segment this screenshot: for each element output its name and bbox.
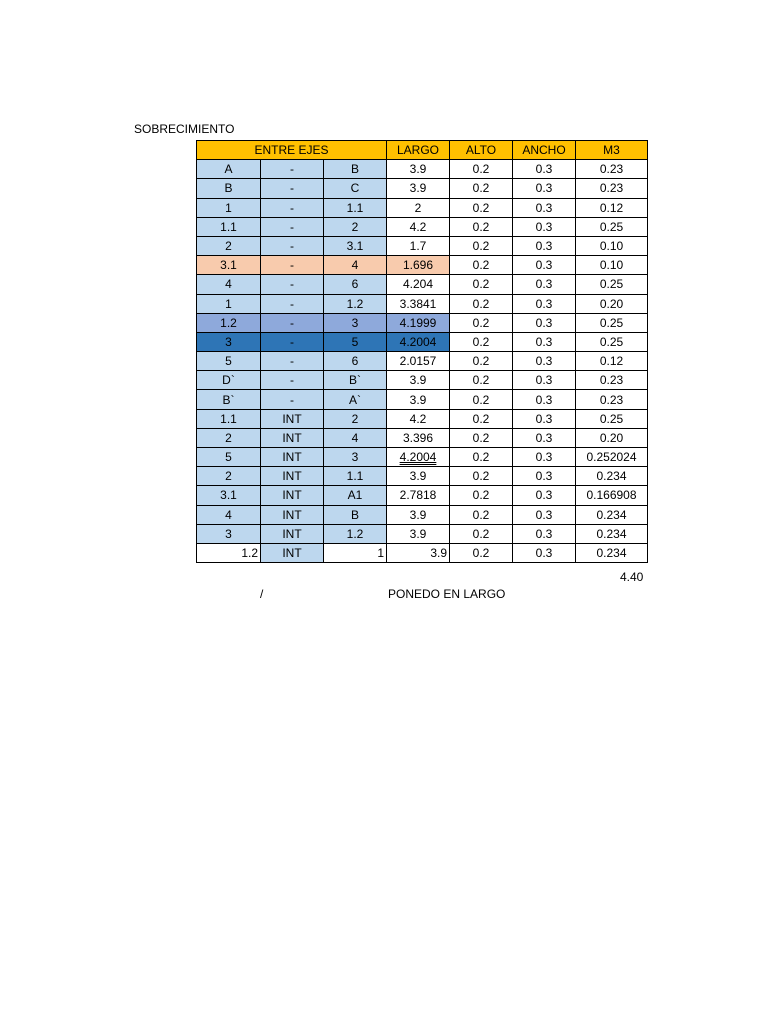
cell-m3[interactable]: 0.25 (576, 313, 648, 332)
table-row (197, 352, 648, 371)
cell-m3[interactable]: 0.25 (576, 332, 648, 351)
cell-ancho[interactable]: 0.3 (513, 198, 576, 217)
cell-alto[interactable]: 0.2 (450, 160, 513, 179)
cell-alto[interactable]: 0.2 (450, 524, 513, 543)
cell-sep[interactable]: INT (261, 543, 324, 562)
table-row (197, 448, 648, 467)
cell-ancho[interactable]: 0.3 (513, 505, 576, 524)
cell-eje-b[interactable]: 1.2 (324, 294, 387, 313)
cell-ancho[interactable]: 0.3 (513, 467, 576, 486)
cell-eje-b[interactable]: B (324, 160, 387, 179)
cell-ancho[interactable]: 0.3 (513, 390, 576, 409)
cell-eje-a[interactable]: 4 (197, 275, 261, 294)
table-row (197, 198, 648, 217)
header-m3[interactable]: M3 (576, 141, 648, 160)
cell-m3[interactable]: 0.12 (576, 352, 648, 371)
cell-sep[interactable]: INT (261, 448, 324, 467)
cell-eje-b[interactable]: 3.1 (324, 236, 387, 255)
cell-sep[interactable]: INT (261, 428, 324, 447)
table-row (197, 543, 648, 562)
cell-sep[interactable]: - (261, 352, 324, 371)
cell-largo[interactable]: 3.9 (387, 390, 450, 409)
cell-sep[interactable]: - (261, 160, 324, 179)
cell-largo[interactable]: 3.9 (387, 160, 450, 179)
cell-m3[interactable]: 0.10 (576, 236, 648, 255)
cell-largo[interactable]: 3.9 (387, 524, 450, 543)
cell-eje-a[interactable]: B (197, 179, 261, 198)
cell-m3[interactable]: 0.12 (576, 198, 648, 217)
cell-m3[interactable]: 0.10 (576, 256, 648, 275)
cell-eje-a[interactable]: 1.1 (197, 217, 261, 236)
cell-eje-a[interactable]: 1.2 (197, 543, 261, 562)
cell-sep[interactable]: - (261, 313, 324, 332)
cell-eje-b[interactable]: 6 (324, 275, 387, 294)
cell-eje-a[interactable]: D` (197, 371, 261, 390)
cell-eje-b[interactable]: 4 (324, 256, 387, 275)
cell-ancho[interactable]: 0.3 (513, 371, 576, 390)
cell-m3[interactable]: 0.234 (576, 467, 648, 486)
header-row (197, 141, 648, 160)
table-row (197, 256, 648, 275)
cell-alto[interactable]: 0.2 (450, 428, 513, 447)
cell-largo[interactable]: 3.3841 (387, 294, 450, 313)
cell-eje-b[interactable]: 2 (324, 217, 387, 236)
cell-alto[interactable]: 0.2 (450, 409, 513, 428)
table-row (197, 179, 648, 198)
cell-eje-a[interactable]: 3 (197, 524, 261, 543)
cell-alto[interactable]: 0.2 (450, 275, 513, 294)
cell-eje-a[interactable]: A (197, 160, 261, 179)
cell-sep[interactable]: - (261, 371, 324, 390)
cell-alto[interactable]: 0.2 (450, 543, 513, 562)
cell-sep[interactable]: INT (261, 409, 324, 428)
cell-ancho[interactable]: 0.3 (513, 294, 576, 313)
table-row (197, 467, 648, 486)
cell-m3[interactable]: 0.252024 (576, 448, 648, 467)
cell-alto[interactable]: 0.2 (450, 217, 513, 236)
cell-sep[interactable]: - (261, 256, 324, 275)
table-row (197, 486, 648, 505)
cell-eje-a[interactable]: 2 (197, 236, 261, 255)
table-row (197, 313, 648, 332)
header-ancho[interactable]: ANCHO (513, 141, 576, 160)
table-row (197, 371, 648, 390)
cell-m3[interactable]: 0.23 (576, 371, 648, 390)
cell-alto[interactable]: 0.2 (450, 332, 513, 351)
cell-largo[interactable]: 4.1999 (387, 313, 450, 332)
cell-eje-b[interactable]: 1.1 (324, 467, 387, 486)
cell-alto[interactable]: 0.2 (450, 236, 513, 255)
table-row (197, 332, 648, 351)
cell-sep[interactable]: - (261, 198, 324, 217)
cell-ancho[interactable]: 0.3 (513, 352, 576, 371)
cell-eje-a[interactable]: 3 (197, 332, 261, 351)
cell-largo[interactable] (387, 448, 450, 467)
cell-eje-b[interactable]: 1.2 (324, 524, 387, 543)
cell-alto[interactable]: 0.2 (450, 505, 513, 524)
cell-ancho[interactable]: 0.3 (513, 486, 576, 505)
table-row (197, 505, 648, 524)
table-row (197, 275, 648, 294)
cell-sep[interactable]: - (261, 275, 324, 294)
cell-m3[interactable]: 0.234 (576, 505, 648, 524)
cell-m3[interactable]: 0.25 (576, 217, 648, 236)
cell-m3[interactable]: 0.23 (576, 179, 648, 198)
cell-eje-b[interactable]: 3 (324, 448, 387, 467)
cell-sep[interactable]: - (261, 294, 324, 313)
cell-alto[interactable]: 0.2 (450, 467, 513, 486)
cell-eje-b[interactable]: 5 (324, 332, 387, 351)
table-row (197, 428, 648, 447)
cell-largo[interactable]: 3.9 (387, 543, 450, 562)
cell-ancho[interactable]: 0.3 (513, 428, 576, 447)
cell-largo[interactable]: 4.2 (387, 409, 450, 428)
table-row (197, 390, 648, 409)
cell-alto[interactable]: 0.2 (450, 486, 513, 505)
table-row (197, 409, 648, 428)
cell-eje-a[interactable]: 3.1 (197, 256, 261, 275)
cell-largo[interactable]: 1.696 (387, 256, 450, 275)
table-row (197, 294, 648, 313)
cell-m3[interactable]: 0.20 (576, 294, 648, 313)
cell-m3[interactable]: 0.23 (576, 390, 648, 409)
cell-alto[interactable]: 0.2 (450, 390, 513, 409)
cell-eje-a[interactable]: 5 (197, 352, 261, 371)
cell-sep[interactable]: - (261, 179, 324, 198)
cell-largo[interactable]: 2 (387, 198, 450, 217)
cell-eje-a[interactable]: 1 (197, 198, 261, 217)
cell-eje-b[interactable]: A` (324, 390, 387, 409)
header-largo[interactable]: LARGO (387, 141, 450, 160)
cell-sep[interactable]: INT (261, 505, 324, 524)
cell-eje-a[interactable]: 1 (197, 294, 261, 313)
note-number: 4.40 (620, 570, 644, 584)
cell-eje-a[interactable]: 4 (197, 505, 261, 524)
cell-ancho[interactable]: 0.3 (513, 160, 576, 179)
cell-eje-b[interactable]: 1 (324, 543, 387, 562)
cell-m3[interactable]: 0.25 (576, 275, 648, 294)
cell-eje-b[interactable]: 1.1 (324, 198, 387, 217)
table-row (197, 524, 648, 543)
cell-eje-b[interactable]: C (324, 179, 387, 198)
cell-largo[interactable]: 4.2004 (387, 332, 450, 351)
sheet-title: SOBRECIMIENTO (134, 122, 235, 136)
cell-largo-value: 4.2004 (399, 450, 437, 465)
cell-eje-b[interactable]: 6 (324, 352, 387, 371)
table-row (197, 236, 648, 255)
note-slash: / (260, 587, 264, 601)
cell-largo[interactable]: 3.9 (387, 179, 450, 198)
cell-eje-a[interactable]: B` (197, 390, 261, 409)
cell-sep[interactable]: - (261, 217, 324, 236)
cell-eje-b[interactable]: 2 (324, 409, 387, 428)
cell-alto[interactable]: 0.2 (450, 352, 513, 371)
cell-eje-b[interactable]: 4 (324, 428, 387, 447)
cell-largo[interactable]: 3.9 (387, 467, 450, 486)
cell-ancho[interactable]: 0.3 (513, 313, 576, 332)
cell-alto[interactable]: 0.2 (450, 179, 513, 198)
header-entre-ejes[interactable]: ENTRE EJES (197, 141, 387, 160)
cell-ancho[interactable]: 0.3 (513, 275, 576, 294)
cell-alto[interactable]: 0.2 (450, 313, 513, 332)
cell-ancho[interactable]: 0.3 (513, 332, 576, 351)
cell-ancho[interactable]: 0.3 (513, 543, 576, 562)
cell-largo[interactable]: 1.7 (387, 236, 450, 255)
table-row (197, 160, 648, 179)
cell-eje-a[interactable]: 3.1 (197, 486, 261, 505)
cell-sep[interactable]: - (261, 390, 324, 409)
cell-largo[interactable]: 2.7818 (387, 486, 450, 505)
cell-sep[interactable]: - (261, 236, 324, 255)
cell-ancho[interactable]: 0.3 (513, 236, 576, 255)
cell-m3[interactable]: 0.20 (576, 428, 648, 447)
cell-eje-a[interactable]: 1.1 (197, 409, 261, 428)
header-alto[interactable]: ALTO (450, 141, 513, 160)
note-text: PONEDO EN LARGO (388, 587, 506, 601)
cell-largo[interactable]: 3.396 (387, 428, 450, 447)
cell-ancho[interactable]: 0.3 (513, 217, 576, 236)
cell-alto[interactable]: 0.2 (450, 371, 513, 390)
cell-m3[interactable]: 0.234 (576, 543, 648, 562)
cell-ancho[interactable]: 0.3 (513, 179, 576, 198)
sobrecimiento-table (196, 140, 648, 563)
cell-alto[interactable]: 0.2 (450, 256, 513, 275)
cell-largo[interactable]: 2.0157 (387, 352, 450, 371)
cell-m3[interactable]: 0.23 (576, 160, 648, 179)
cell-alto[interactable]: 0.2 (450, 448, 513, 467)
cell-m3[interactable]: 0.234 (576, 524, 648, 543)
cell-ancho[interactable]: 0.3 (513, 256, 576, 275)
cell-ancho[interactable]: 0.3 (513, 409, 576, 428)
cell-largo[interactable]: 3.9 (387, 505, 450, 524)
cell-alto[interactable]: 0.2 (450, 198, 513, 217)
cell-largo[interactable]: 3.9 (387, 371, 450, 390)
cell-sep[interactable]: INT (261, 486, 324, 505)
cell-eje-a[interactable]: 2 (197, 467, 261, 486)
cell-sep[interactable]: INT (261, 467, 324, 486)
table-row (197, 217, 648, 236)
cell-eje-b[interactable]: 3 (324, 313, 387, 332)
cell-ancho[interactable]: 0.3 (513, 524, 576, 543)
cell-m3[interactable]: 0.25 (576, 409, 648, 428)
cell-eje-a[interactable]: 2 (197, 428, 261, 447)
cell-ancho[interactable]: 0.3 (513, 448, 576, 467)
cell-eje-a[interactable]: 1.2 (197, 313, 261, 332)
cell-sep[interactable]: - (261, 332, 324, 351)
cell-eje-b[interactable]: B` (324, 371, 387, 390)
cell-eje-b[interactable]: B (324, 505, 387, 524)
cell-eje-a[interactable]: 5 (197, 448, 261, 467)
cell-eje-b[interactable]: A1 (324, 486, 387, 505)
cell-alto[interactable]: 0.2 (450, 294, 513, 313)
cell-largo[interactable]: 4.204 (387, 275, 450, 294)
cell-m3[interactable]: 0.166908 (576, 486, 648, 505)
cell-largo[interactable]: 4.2 (387, 217, 450, 236)
cell-sep[interactable]: INT (261, 524, 324, 543)
